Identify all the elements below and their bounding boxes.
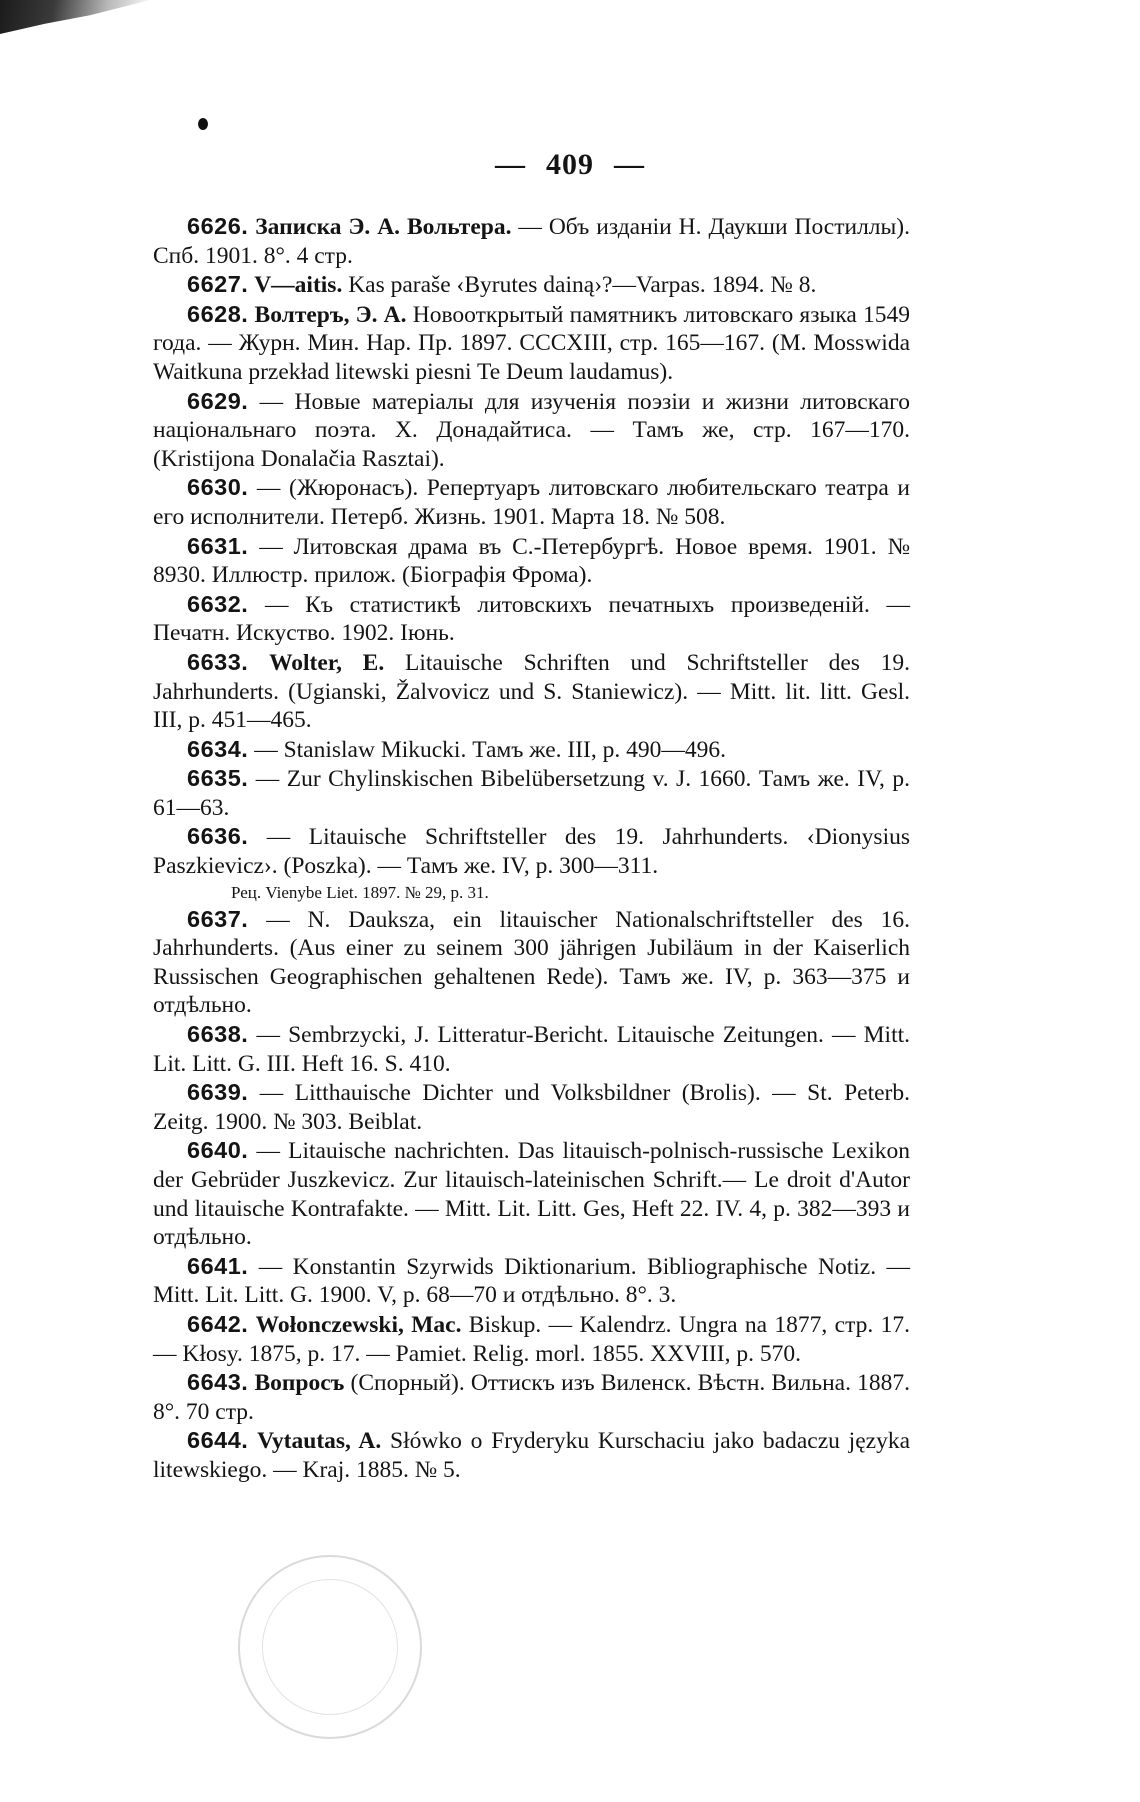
entry-author: Wolter, E. (269, 649, 385, 676)
entry-text: — Litthauische Dichter und Volksbildner (Brolis). — St. Peterb. Zeitg. 1900. № 303. Beiblat. (153, 1080, 910, 1135)
entry-number: 6636. (187, 823, 249, 850)
entry-author: Vytautas, A. (257, 1428, 382, 1455)
page-number (0, 148, 1140, 182)
page-number-dash-left: — (495, 148, 526, 181)
entry-number: 6633. (187, 648, 249, 675)
entry-text: — Litauische Schriftsteller des 19. Jahrhunderts. ‹Dionysius Paszkievicz›. (Poszka). — Тамъ же. IV, p. 300—311. (153, 824, 911, 880)
bibliography-entry (153, 1310, 910, 1368)
entry-author: Записка Э. А. Вольтера. (255, 214, 512, 240)
entry-number: 6637. (187, 905, 249, 932)
bibliography-entry (153, 1078, 910, 1136)
entry-text: — Litauische nachrichten. Das litauisch-polnisch-russische Lexikon der Gebrüder Juszkevicz. Zur litauisch-lateinischen Schrift.— Le droit d'Autor und litauische Kontrafakte. — Mitt. Lit. Litt. Ges, Heft 22. IV. 4, p. 382—393 и отдѣльно. (153, 1138, 911, 1251)
entry-author: Вопросъ (254, 1370, 345, 1397)
entry-number: 6630. (187, 474, 249, 501)
bibliography-entry (153, 735, 910, 765)
entry-text: Biskup. — Kalendrz. Ungra na 1877, стр. 17. — Kłosy. 1875, p. 17. — Pamiet. Relig. morl. 1855. XXVIII, p. 570. (153, 1311, 911, 1367)
bibliography-entry (153, 300, 910, 387)
bibliography-entry (153, 1136, 910, 1251)
entry-text: — Konstantin Szyrwids Diktionarium. Bibliographische Notiz. — Mitt. Lit. Litt. G. 1900. V, p. 68—70 и отдѣльно. 8°. 3. (153, 1253, 910, 1309)
entry-author: Волтеръ, Э. А. (254, 301, 407, 328)
bibliography-entry (153, 387, 910, 474)
entry-number: 6635. (187, 765, 249, 792)
entry-author: V—aitis. (254, 272, 343, 299)
bibliography-entry (153, 905, 910, 1020)
entry-text: (Спорный). Оттискъ изъ Виленск. Вѣстн. Вильна. 1887. 8°. 70 стр. (153, 1370, 910, 1425)
entry-number: 6631. (187, 532, 249, 559)
entry-author: Wołonczewski, Mac. (255, 1311, 462, 1338)
entry-number: 6644. (187, 1427, 249, 1454)
bibliography-entry (153, 822, 910, 904)
bibliography-entries (153, 212, 910, 1485)
bibliography-entry (153, 1020, 910, 1078)
bibliography-entry (153, 270, 910, 300)
entry-text: Kas paraše ‹Byrutes dainą›?—Varpas. 1894. № 8. (342, 272, 817, 299)
ink-blot (198, 118, 208, 130)
bibliography-entry (153, 1368, 910, 1426)
entry-text: — Новые матеріалы для изученія поэзіи и жизни литовскаго національнаго поэта. Х. Донадайтиса. — Тамъ же, стр. 167—170. (Kristijona Donalačia Rasztai). (153, 388, 910, 472)
bibliography-entry (153, 764, 910, 822)
bibliography-entry (153, 1252, 910, 1310)
entry-text: Новооткрытый памятникъ литовскаго языка 1549 года. — Журн. Мин. Нар. Пр. 1897. CCCXIII, стр. 165—167. (M. Mosswida Waitkuna przekład litewski piesni Te Deum laudamus). (153, 301, 911, 385)
entry-number: 6643. (187, 1369, 249, 1396)
bibliography-entry (153, 1426, 910, 1484)
entry-review-reference: Рец. Vienybe Liet. 1897. № 29, p. 31. (231, 882, 489, 902)
entry-text: — Stanislaw Mikucki. Тамъ же. III, p. 490—496. (254, 736, 727, 763)
entry-number: 6638. (187, 1021, 249, 1048)
entry-text: — (Жюронасъ). Репертуаръ литовскаго любительскаго театра и его исполнители. Петерб. Жизнь. 1901. Марта 18. № 508. (153, 475, 911, 530)
page-number-value: 409 (546, 148, 594, 181)
entry-text: — Объ изданіи Н. Даукши Постиллы). Спб. 1901. 8°. 4 стр. (153, 214, 911, 269)
entry-text: — Къ статистикѣ литовскихъ печатныхъ произведеній. — Печатн. Искуство. 1902. Іюнь. (153, 591, 911, 647)
entry-text: Litauische Schriften und Schriftsteller des 19. Jahrhunderts. (Ugianski, Žalvovicz und S. Staniewicz). — Mitt. lit. litt. Gesl. III, p. 451—465. (153, 649, 911, 734)
bibliography-entry (153, 532, 910, 590)
entry-number: 6627. (187, 271, 249, 298)
entry-number: 6626. (187, 213, 249, 239)
page-number-dash-right: — (614, 148, 645, 181)
entry-number: 6640. (187, 1137, 249, 1164)
entry-number: 6642. (187, 1310, 249, 1337)
entry-number: 6634. (187, 735, 249, 762)
bibliography-entry (153, 473, 910, 531)
entry-text: — Sembrzycki, J. Litteratur-Bericht. Litauische Zeitungen. — Mitt. Lit. Litt. G. III. Heft 16. S. 410. (153, 1022, 910, 1077)
entry-text: Słówko o Fryderyku Kurschaciu jako badaczu języka litewskiego. — Kraj. 1885. № 5. (153, 1428, 911, 1483)
entry-text: — Zur Chylinskischen Bibelübersetzung v. J. 1660. Тамъ же. IV, p. 61—63. (153, 766, 911, 821)
entry-number: 6641. (187, 1252, 249, 1279)
entry-number: 6639. (187, 1079, 249, 1106)
library-stamp (238, 1555, 422, 1739)
entry-text: — Литовская драма въ С.-Петербургѣ. Новое время. 1901. № 8930. Иллюстр. прилож. (Біографія Фрома). (153, 533, 910, 589)
scan-corner-mark (0, 0, 150, 34)
entry-number: 6628. (187, 300, 249, 327)
entry-text: — N. Dauksza, ein litauischer Nationalschriftsteller des 16. Jahrhunderts. (Aus einer zu seinem 300 jährigen Jubiläum in der Kaiserlich Russischen Geographischen gehaltenen Rede). Тамъ же. IV, p. 363—375 и отдѣльно. (153, 906, 911, 1019)
entry-number: 6629. (187, 387, 249, 414)
bibliography-entry (153, 590, 910, 648)
bibliography-entry (153, 648, 910, 735)
entry-number: 6632. (187, 590, 249, 617)
bibliography-entry (153, 212, 910, 270)
